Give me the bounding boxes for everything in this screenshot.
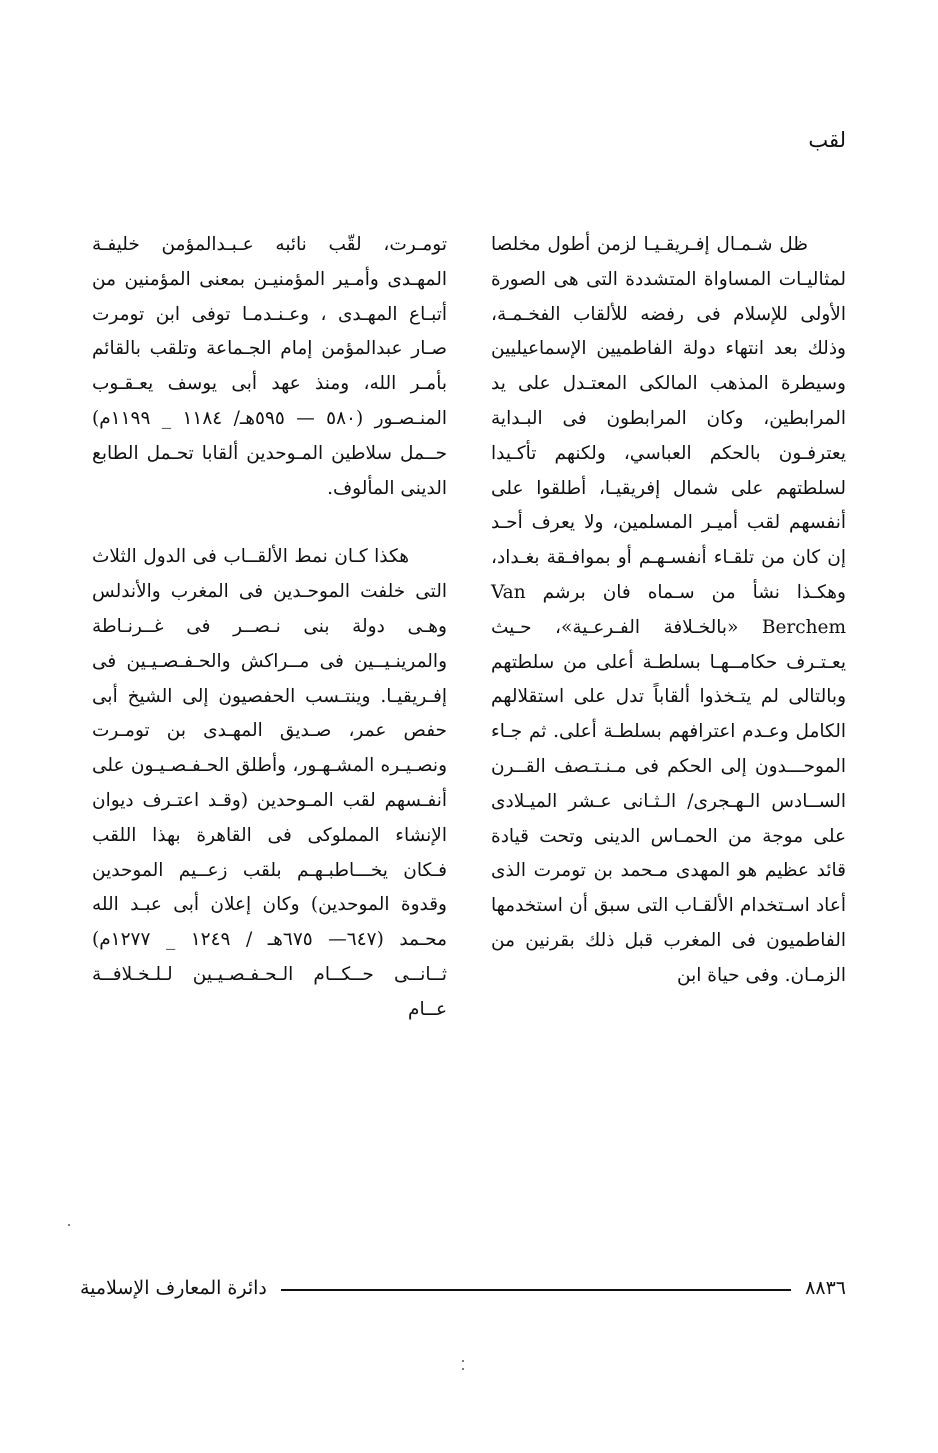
paragraph: هكذا كـان نمط الألقــاب فى الدول الثلاث التى خلفت الموحـدين فى المغرب والأندلس وهـى دولة بنى نـصــر فى غــرنـاطة والمرينـيــين فى مــراكش والحـفـصـيـين فى إفـريقيـا. وينتـسب الحفصيون إلى الشيخ أبى حفص عمر، صـديق المهـدى بن تومـرت ونصـيـره المشـهـور، وأطلق الحـفـصـيـون على أنفـسهم لقب المـوحدين (وقـد اعتـرف ديوان الإنشاء المملوكى فى القاهرة بهذا اللقب فـكان يخـــاطبـهـم بلقب زعــيم الموحدين وقدوة الموحدين) وكان إعلان أبى عبـد الله محـمد (٦٤٧— ٦٧٥هـ / ١٢٤٩ _ ١٢٧٧م) ثــانــى حــكــام الـحـفـصـيـين لـلـخـلافــة عــام xyxy=(92,546,447,1020)
latin-name: Van Berchem xyxy=(491,581,846,638)
scan-speck xyxy=(462,1368,464,1370)
right-column xyxy=(491,228,846,994)
publication-title: دائرة المعارف الإسلامية xyxy=(80,1277,267,1299)
scan-speck xyxy=(68,1224,70,1226)
paragraph-text-after: «بالخـلافة الفـرعـية»، حـيث يعـتـرف حكامــهـا بسلطـة أعلى من سلطتهم وبالتالى لم يتـخذوا ألقاباً تدل على استقلالهم الكامل وعـدم اعترافهم بسلطـة أعلى. ثم جـاء الموحـــدون إلى الحكم فى مـنـتـصف القــرن الســادس الـهـجرى/ الـثـانى عـشر الميـلادى على موجة من الحمـاس الدينى وتحت قيادة قائد عظيم هو المهدى مـحمد بن تومرت الذى أعاد اسـتخدام الألقـاب التى سبق أن استخدمها الفاطميون فى المغرب قبل ذلك بقرنين من الزمـان. وفى حياة ابن xyxy=(491,616,846,986)
footer-rule xyxy=(281,1289,791,1291)
paragraph: تومـرت، لقّب نائبه عـبـدالمؤمن خليفـة المهـدى وأمـير المؤمنيـن بمعنى المؤمنين من أتبـاع المهـدى ، وعـنـدمـا توفى ابن تومرت صـار عبدالمؤمن إمام الجـماعة وتلقب بالقائم بأمـر الله، ومنذ عهد أبى يوسف يعـقـوب المنـصـور (٥٨٠ — ٥٩٥هـ/ ١١٨٤ _ ١١٩٩م) حــمل سلاطين المـوحدين ألقابا تحـمل الطابع الدينى المألوف. xyxy=(92,234,447,499)
page-footer xyxy=(80,1270,846,1306)
left-column xyxy=(92,228,447,1028)
paragraph xyxy=(491,228,846,994)
paragraph-text-before: ظل شـمـال إفـريقـيـا لزمن أطول مخلصا لمثاليـات المساواة المتشددة التى هى الصورة الأولى للإسلام فى رفضه للألقاب الفخـمـة، وذلك بعد انتهاء دولة الفاطميين الإسماعيليين وسيطرة المذهب المالكى المعتـدل على يد المرابطين، وكان المرابطون فى البـداية يعترفـون بالحكم العباسي، ولكنهم تأكـيدا لسلطتهم على شمال إفريقيـا، أطلقوا على أنفسهم لقب أميـر المسلمين، ولا يعرف أحـد إن كان من تلقـاء أنفسـهـم أو بموافـقة بغـداد، وهكـذا نشأ من سـماه فان برشم xyxy=(491,234,846,603)
page-number: ٨٨٣٦ xyxy=(805,1277,846,1299)
scan-speck xyxy=(462,1360,464,1362)
running-header: لقب xyxy=(808,128,846,152)
